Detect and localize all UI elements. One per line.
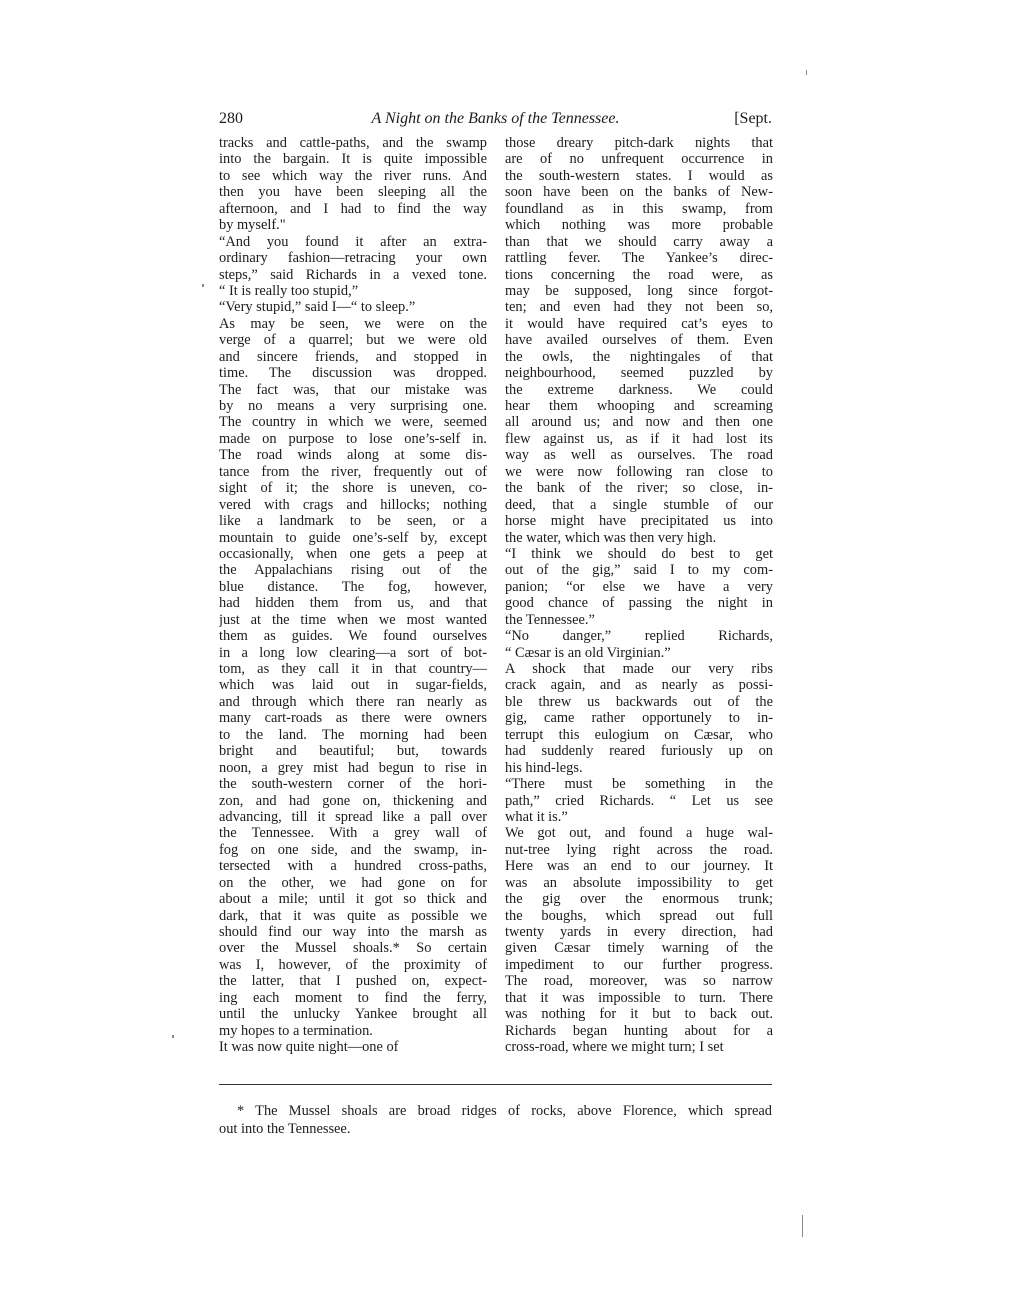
text-line: noon, a grey mist had begun to rise in [219,759,487,776]
text-line: advancing, till it spread like a pall over [219,808,487,825]
left-text-column [219,135,487,1056]
margin-speck [172,1035,174,1038]
margin-speck [802,1215,803,1237]
text-line: The road winds along at some dis- [219,447,487,464]
text-line: those dreary pitch-dark nights that [505,135,773,151]
text-line: “ Cæsar is an old Virginian.” [505,644,671,661]
text-line: good chance of passing the night in [505,595,773,612]
text-line: the gig over the enormous trunk; [505,891,773,908]
text-line: like a landmark to be seen, or a [219,513,487,530]
text-line: that it was impossible to turn. There [505,989,773,1006]
text-line: about a mile; until it got so thick and [219,891,487,908]
text-line: the bank of the river; so close, in- [505,480,773,497]
text-line: which nothing was more probable [505,217,773,234]
text-line: foundland as in this swamp, from [505,200,773,217]
text-line: cross-road, where we might turn; I set [505,1039,724,1056]
text-line: The road, moreover, was so narrow [505,973,773,990]
text-line: made on purpose to lose one’s-self in. [219,430,487,447]
text-line: in a long low clearing—a sort of bot- [219,644,487,661]
text-line: the water, which was then very high. [505,529,717,546]
text-line: mountain to guide one’s-self by, except [219,529,487,546]
text-line: just at the time when we most wanted [219,611,487,628]
text-line: have availed ourselves of them. Even [505,332,773,349]
text-line: should find our way into the marsh as [219,924,487,940]
text-line: blue distance. The fog, however, [219,578,487,595]
text-line: his hind-legs. [505,759,583,776]
text-line: impediment to our further progress. [505,956,773,973]
text-line: until the unlucky Yankee brought all [219,1006,487,1023]
text-line: may be supposed, long since forgot- [505,282,773,299]
footnote-line: * The Mussel shoals are broad ridges of rocks, above Florence, which spread [237,1103,772,1119]
text-line: ing each moment to find the ferry, [219,989,487,1006]
text-line: by myself." [219,217,286,234]
text-line: was I, however, of the proximity of [219,956,487,973]
text-line: nut-tree lying right across the road. [505,841,773,858]
text-line: flew against us, as if it had lost its [505,430,773,447]
text-line: deed, that a single stumble of our [505,496,773,513]
text-line: out of the gig,” said I to my com- [505,562,773,579]
text-line: ten; and even had they not been so, [505,299,773,316]
text-line: had suddenly reared furiously up on [505,743,773,760]
text-line: tersected with a hundred cross-paths, [219,858,487,875]
running-month: [Sept. [734,110,772,127]
text-line: panion; “or else we have a very [505,578,773,595]
text-line: horse might have precipitated us into [505,513,773,530]
text-line: rattling fever. The Yankee’s direc- [505,250,773,267]
text-line: crack again, and as nearly as possi- [505,677,773,694]
text-line: The country in which we were, seemed [219,414,487,431]
text-line: “Very stupid,” said I—“ to sleep.” [219,299,416,316]
text-line: twenty yards in every direction, had [505,924,773,940]
text-line: Richards began hunting about for a [505,1022,773,1039]
text-line: It was now quite night—one of [219,1039,399,1056]
text-line: path,” cried Richards. “ Let us see [505,792,773,809]
text-line: tracks and cattle-paths, and the swamp [219,135,487,151]
text-line: on the other, we had gone on for [219,874,487,891]
text-line: what it is.” [505,808,568,825]
text-line: it would have required cat’s eyes to [505,315,773,332]
footnote [219,1102,772,1138]
text-line: given Cæsar timely warning of the [505,940,773,957]
text-line: fog on one side, and the swamp, in- [219,841,487,858]
running-header [219,110,772,132]
text-line: vered with crags and hillocks; nothing [219,496,487,513]
right-text-column [505,135,773,1056]
text-line: occasionally, when one gets a peep at [219,545,487,562]
text-line: the extreme darkness. We could [505,381,773,398]
margin-speck [806,70,807,75]
text-line: all around us; and now and then one [505,414,773,431]
text-line: the Appalachians rising out of the [219,562,487,579]
text-line: than that we should carry away a [505,233,773,250]
text-line: gig, came rather opportunely to in- [505,710,773,727]
text-line: verge of a quarrel; but we were old [219,332,487,349]
text-line: many cart-roads as there were owners [219,710,487,727]
text-line: then you have been sleeping all the [219,184,487,201]
text-line: hear them whooping and screaming [505,398,773,414]
text-line: terrupt this eulogium on Cæsar, who [505,726,773,743]
text-line: Here was an end to our journey. It [505,858,773,875]
text-line: “No danger,” replied Richards, [505,628,773,645]
text-line: the south-western corner of the hori- [219,776,487,793]
text-line: the owls, the nightingales of that [505,348,773,365]
text-line: soon have been on the banks of New- [505,184,773,201]
text-line: are of no unfrequent occurrence in [505,151,773,168]
text-line: The fact was, that our mistake was [219,381,487,398]
text-line: ble threw us backwards out of the [505,693,773,710]
text-line: We got out, and found a huge wal- [505,825,773,842]
text-line: As may be seen, we were on the [219,315,487,332]
text-line: the Tennessee.” [505,611,595,628]
text-line: sight of it; the shore is uneven, co- [219,480,487,497]
text-line: tions concerning the road were, as [505,266,773,283]
text-line: the latter, that I pushed on, expect- [219,973,487,990]
text-line: was nothing for it but to back out. [505,1006,773,1023]
text-line: was an absolute impossibility to get [505,874,773,891]
text-line: the south-western states. I would as [505,167,773,184]
text-line: to the land. The morning had been [219,726,487,743]
text-line: afternoon, and I had to find the way [219,200,487,217]
text-line: dark, that it was quite as possible we [219,907,487,924]
text-line: and sincere friends, and stopped in [219,348,487,365]
footnote-rule [219,1084,772,1085]
text-line: the boughs, which spread out full [505,907,773,924]
text-line: we were now following ran close to [505,463,773,480]
text-line: “And you found it after an extra- [219,233,487,250]
text-line: neighbourhood, seemed puzzled by [505,365,773,382]
text-line: tom, as they call it in that country— [219,661,487,677]
text-line: by no means a very surprising one. [219,398,487,414]
text-line: the Tennessee. With a grey wall of [219,825,487,842]
text-line: and through which there ran nearly as [219,693,487,710]
running-title: A Night on the Banks of the Tennessee. [371,110,620,127]
text-line: which was laid out in sugar-fields, [219,677,487,694]
text-line: “There must be something in the [505,776,773,793]
text-line: “ It is really too stupid,” [219,282,359,299]
text-line: zon, and had gone on, thickening and [219,792,487,809]
text-line: bright and beautiful; but, towards [219,743,487,760]
text-line: had hidden them from us, and that [219,595,487,612]
text-line: ordinary fashion—retracing your own [219,250,487,267]
text-line: time. The discussion was dropped. [219,365,487,382]
page-number: 280 [219,110,243,127]
text-line: my hopes to a termination. [219,1022,373,1039]
text-line: way as well as ourselves. The road [505,447,773,464]
text-line: them as guides. We found ourselves [219,628,487,645]
margin-speck [202,284,204,287]
text-line: into the bargain. It is quite impossible [219,151,487,168]
text-line: “I think we should do best to get [505,545,773,562]
text-line: over the Mussel shoals.* So certain [219,940,487,957]
text-line: tance from the river, frequently out of [219,463,487,480]
footnote-line: out into the Tennessee. [219,1121,351,1137]
text-line: steps,” said Richards in a vexed tone. [219,266,487,283]
text-line: A shock that made our very ribs [505,661,773,677]
text-line: to see which way the river runs. And [219,167,487,184]
